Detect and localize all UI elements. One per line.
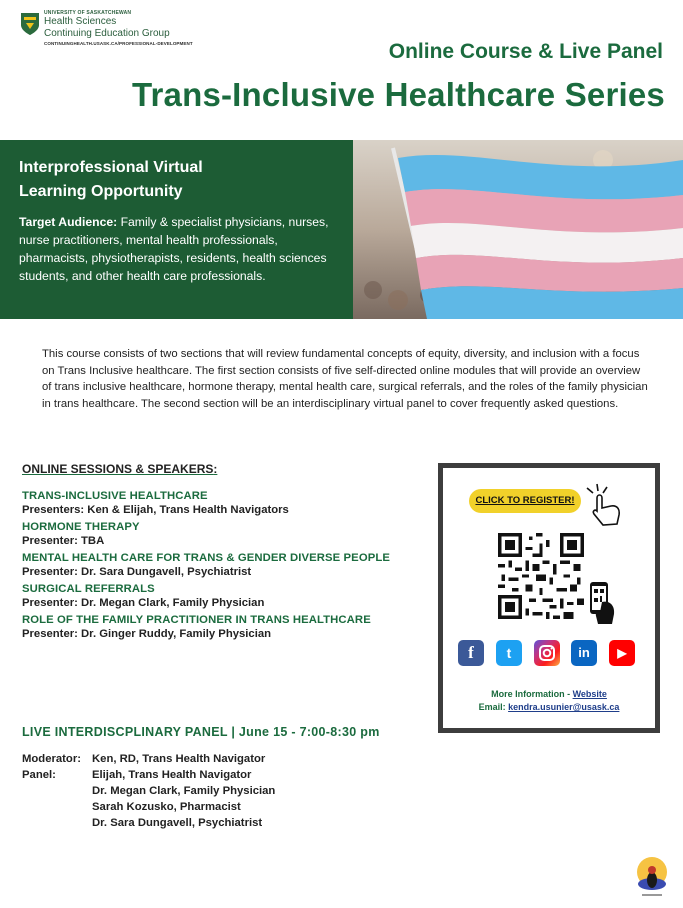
- banner-heading: Interprofessional Virtual Learning Opportunity: [19, 159, 203, 200]
- register-button[interactable]: CLICK TO REGISTER!: [469, 489, 581, 513]
- facebook-icon[interactable]: f: [458, 640, 484, 666]
- phone-scan-icon: [586, 580, 616, 624]
- more-info-label: More Information -: [491, 689, 573, 699]
- youtube-icon[interactable]: ▶: [609, 640, 635, 666]
- target-audience: [19, 213, 335, 285]
- shield-icon: [20, 12, 40, 36]
- trans-flag-photo: [353, 140, 683, 319]
- session-title: SURGICAL REFERRALS: [22, 583, 155, 595]
- session-presenter: Presenter: TBA: [22, 535, 105, 547]
- panel-label: Panel:: [22, 769, 56, 781]
- sessions-section: [22, 462, 422, 640]
- audience-label: Target Audience:: [19, 215, 118, 229]
- registration-box: [438, 463, 660, 733]
- logo-unit: Health Sciences: [44, 16, 117, 27]
- panelist: Elijah, Trans Health Navigator: [92, 769, 252, 781]
- panelist: Dr. Sara Dungavell, Psychiatrist: [92, 817, 263, 829]
- logo-university: UNIVERSITY OF SASKATCHEWAN: [44, 10, 132, 16]
- panelist: Dr. Megan Clark, Family Physician: [92, 785, 276, 797]
- moderator-name: Ken, RD, Trans Health Navigator: [92, 753, 266, 765]
- panel-heading: LIVE INTERDISCPLINARY PANEL | June 15 - 7:00-8:30 pm: [22, 725, 380, 739]
- audience-banner: [0, 140, 353, 319]
- session-presenter: Presenter: Dr. Ginger Ruddy, Family Physician: [22, 628, 272, 640]
- twitter-icon[interactable]: t: [496, 640, 522, 666]
- audience-text: Family & specialist physicians, nurses, nurse practitioners, mental health professionals, pharmacists, physiotherapists, residents, health sciences students, and other health care professionals.: [19, 215, 329, 283]
- session-presenter: Presenter: Dr. Megan Clark, Family Physician: [22, 597, 265, 609]
- website-link[interactable]: Website: [572, 689, 607, 699]
- session-title: HORMONE THERAPY: [22, 521, 140, 533]
- page-subtitle: Online Course & Live Panel: [388, 40, 663, 63]
- session-presenter: Presenter: Dr. Sara Dungavell, Psychiatrist: [22, 566, 252, 578]
- linkedin-icon[interactable]: in: [571, 640, 597, 666]
- session-presenter: Presenters: Ken & Elijah, Trans Health Navigators: [22, 504, 289, 516]
- email-label: Email:: [478, 702, 509, 712]
- mascot-logo: [632, 850, 672, 900]
- qr-code[interactable]: [498, 533, 584, 619]
- sessions-heading: [22, 462, 422, 476]
- panelist: Sarah Kozusko, Pharmacist: [92, 801, 241, 813]
- usask-logo: [20, 10, 220, 50]
- session-title: ROLE OF THE FAMILY PRACTITIONER IN TRANS HEALTHCARE: [22, 614, 371, 626]
- sessions-heading-text: ONLINE SESSIONS & SPEAKERS: [22, 462, 214, 476]
- sessions-heading-colon: :: [213, 462, 218, 476]
- session-item: [22, 614, 422, 640]
- session-item: [22, 583, 422, 609]
- session-title: TRANS-INCLUSIVE HEALTHCARE: [22, 490, 208, 502]
- social-links: [456, 640, 646, 668]
- logo-group: Continuing Education Group: [44, 28, 170, 39]
- moderator-label: Moderator:: [22, 753, 81, 765]
- logo-url[interactable]: CONTINUINGHEALTH.USASK.CA/PROFESSIONAL-DEVELOPMENT: [44, 41, 193, 46]
- course-description: This course consists of two sections that will review fundamental concepts of equity, diversity, and inclusion with a focus on Trans Inclusive healthcare. The first section consists of five self-directed online modules that will provide an overview of trans inclusive healthcare, hormone therapy, mental health care, surgical referrals, and the roles of the family physician in trans healthcare. The second section will be an interdisciplinary virtual panel to cover frequently asked questions.: [42, 348, 648, 410]
- instagram-icon[interactable]: [534, 640, 560, 666]
- session-item: [22, 521, 422, 547]
- panel-members: [22, 751, 275, 831]
- session-item: [22, 490, 422, 516]
- instagram-glyph: [534, 640, 560, 666]
- flag-illustration: [353, 140, 683, 319]
- session-item: [22, 552, 422, 578]
- pointing-hand-icon: [583, 482, 625, 528]
- contact-info: [443, 688, 655, 714]
- page-title: Trans-Inclusive Healthcare Series: [131, 76, 665, 113]
- session-title: MENTAL HEALTH CARE FOR TRANS & GENDER DIVERSE PEOPLE: [22, 552, 390, 564]
- email-link[interactable]: kendra.usunier@usask.ca: [508, 702, 620, 712]
